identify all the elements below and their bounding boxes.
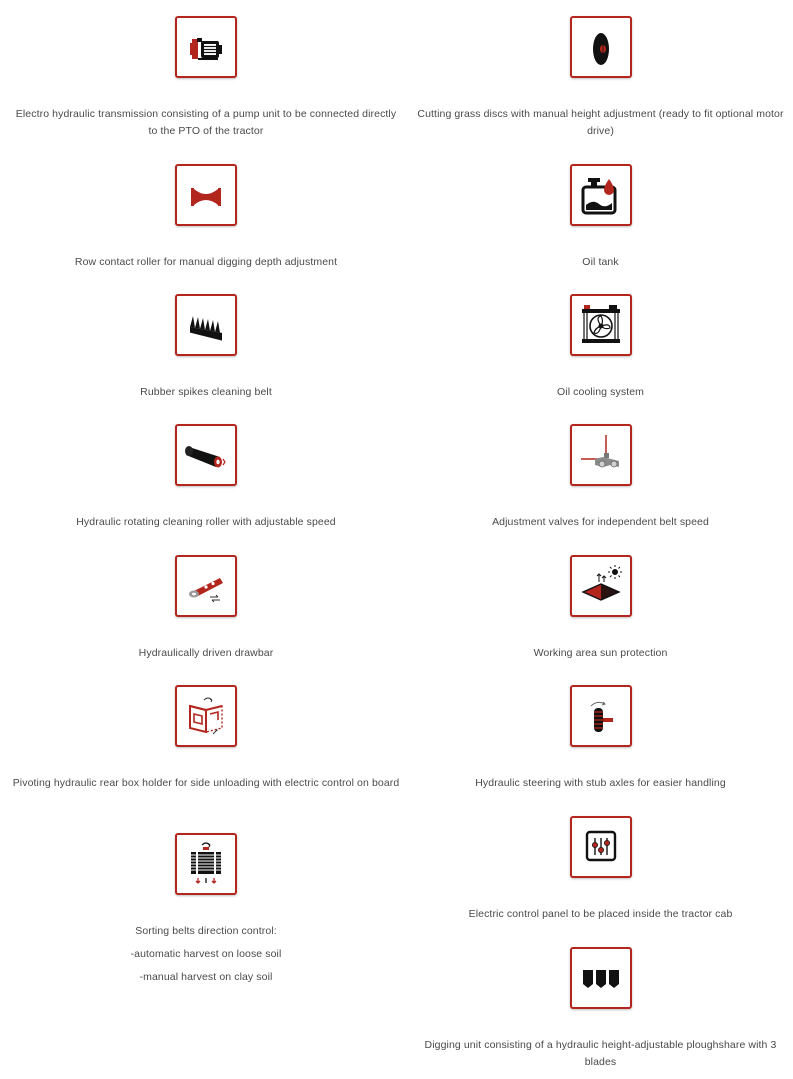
feature-item bbox=[408, 685, 793, 792]
feature-icon-box bbox=[175, 833, 237, 895]
feature-caption: Hydraulic rotating cleaning roller with adjustable speed bbox=[76, 516, 336, 528]
feature-icon-box bbox=[570, 816, 632, 878]
cleaning-roller-icon bbox=[180, 429, 232, 481]
control-panel-icon bbox=[575, 821, 627, 873]
feature-caption: Oil cooling system bbox=[557, 386, 644, 398]
steering-axle-icon bbox=[575, 690, 627, 742]
feature-caption bbox=[8, 923, 404, 986]
feature-caption: Adjustment valves for independent belt speed bbox=[492, 516, 709, 528]
feature-item bbox=[8, 424, 404, 531]
oil-cooler-icon bbox=[575, 299, 627, 351]
feature-item bbox=[8, 685, 404, 792]
feature-item bbox=[8, 555, 404, 662]
feature-item bbox=[8, 833, 404, 986]
oil-tank-icon bbox=[575, 169, 627, 221]
feature-caption-line: Sorting belts direction control: bbox=[135, 925, 277, 937]
feature-caption-line: -automatic harvest on loose soil bbox=[130, 948, 282, 960]
feature-caption: Row contact roller for manual digging depth adjustment bbox=[74, 256, 338, 268]
feature-caption: Cutting grass discs with manual height adjustment (ready to fit optional motor drive) bbox=[417, 108, 784, 137]
box-holder-icon bbox=[180, 690, 232, 742]
feature-caption: Digging unit consisting of a hydraulic height-adjustable ploughshare with 3 blades bbox=[424, 1039, 777, 1068]
feature-item bbox=[408, 164, 793, 271]
feature-caption: Oil tank bbox=[582, 256, 619, 268]
drawbar-icon bbox=[180, 560, 232, 612]
feature-icon-box bbox=[175, 555, 237, 617]
contact-roller-icon bbox=[180, 169, 232, 221]
adjustment-valves-icon bbox=[575, 429, 627, 481]
feature-caption: Pivoting hydraulic rear box holder for side unloading with electric control on board bbox=[12, 777, 400, 789]
feature-icon-box bbox=[175, 685, 237, 747]
feature-icon-box bbox=[570, 424, 632, 486]
feature-icon-box bbox=[570, 294, 632, 356]
feature-icon-box bbox=[175, 424, 237, 486]
feature-icon-box bbox=[570, 164, 632, 226]
feature-item bbox=[408, 294, 793, 401]
feature-icon-box bbox=[175, 16, 237, 78]
grass-disc-icon bbox=[575, 21, 627, 73]
sorting-belts-icon bbox=[180, 838, 232, 890]
rubber-spikes-icon bbox=[180, 299, 232, 351]
feature-caption: Electro hydraulic transmission consisting of a pump unit to be connected directly to the PTO of the tractor bbox=[15, 108, 397, 137]
feature-caption: Rubber spikes cleaning belt bbox=[140, 386, 272, 398]
feature-caption-line: -manual harvest on clay soil bbox=[139, 971, 273, 983]
feature-icon-box bbox=[570, 16, 632, 78]
feature-icon-box bbox=[570, 947, 632, 1009]
ploughshare-icon bbox=[575, 952, 627, 1004]
pump-motor-icon bbox=[180, 21, 232, 73]
feature-caption: Hydraulic steering with stub axles for easier handling bbox=[475, 777, 726, 789]
feature-item bbox=[408, 555, 793, 662]
feature-item bbox=[408, 16, 793, 140]
feature-item bbox=[8, 294, 404, 401]
feature-item bbox=[408, 424, 793, 531]
feature-caption: Working area sun protection bbox=[533, 647, 668, 659]
feature-item bbox=[8, 164, 404, 271]
feature-caption: Hydraulically driven drawbar bbox=[138, 647, 274, 659]
feature-icon-box bbox=[175, 164, 237, 226]
feature-icon-box bbox=[570, 555, 632, 617]
feature-caption: Electric control panel to be placed inside the tractor cab bbox=[468, 908, 733, 920]
feature-item bbox=[408, 816, 793, 923]
feature-icon-box bbox=[570, 685, 632, 747]
feature-icon-box bbox=[175, 294, 237, 356]
feature-item bbox=[408, 947, 793, 1071]
feature-item bbox=[8, 16, 404, 140]
sun-protection-icon bbox=[575, 560, 627, 612]
